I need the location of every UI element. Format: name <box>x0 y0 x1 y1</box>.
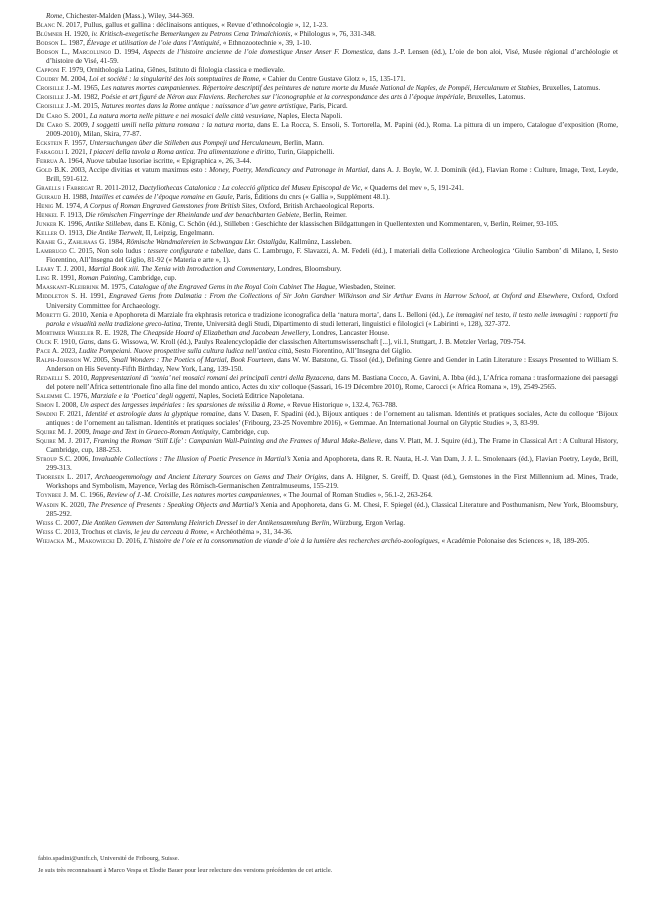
entry-title: Nuove <box>86 156 105 165</box>
entry-title: Untersuchungen über die Stilleben aus Pompeji und Herculaneum <box>89 138 281 147</box>
entry-author: Thoresen L. <box>36 473 74 482</box>
entry-author: Croisille J.-M. <box>36 93 82 102</box>
entry-title: Rappresentazioni di ‘xenia’ nei mosaici romani dei principali centri della Byzacena <box>90 373 334 382</box>
entry-author: Henkel F. <box>36 211 66 220</box>
entry-title: Review of J.-M. Croisille, Les natures mortes campaniennes <box>106 491 280 500</box>
entry-author: Olck F. <box>36 337 59 346</box>
bibliography-entry <box>36 93 618 102</box>
entry-details: , Cambridge, cup. <box>125 274 177 283</box>
entry-year: 2005, <box>91 355 112 364</box>
entry-prefix: Trochus et clavis, <box>81 527 135 536</box>
entry-title: Natures mortes dans la Rome antique : naissance d’un genre artistique <box>101 102 306 111</box>
entry-title: I soggetti umili nella pittura romana : la natura morta <box>91 120 254 129</box>
entry-author: Coudry M. <box>36 75 70 84</box>
entry-author: Wasdin K. <box>36 500 68 509</box>
entry-details: , dans A. Hilgner, S. Greiff, D. Quast (éd.), Gemstones in the First Millennium ad. Mines, Trade, Workshops and Symbolism, Mayence, Verlag des Römisch-Germanischen Zentralmuseums, 155-219. <box>46 473 619 491</box>
entry-author: Toynbee J. M. C. <box>36 491 88 500</box>
entry-author: De Caro S. <box>36 111 70 120</box>
bibliography-entry <box>36 75 618 84</box>
entry-author: Stroup S.C. <box>36 455 72 464</box>
bibliography-entry <box>36 311 618 329</box>
entry-year: 1982, <box>81 93 102 102</box>
entry-details: , « Ethnozootechnie », 39, 1-10. <box>219 39 312 48</box>
entry-details: , dans E. König, C. Schön (éd.), Stilleben : Geschichte der klassischen Bildgattungen in Quellentexten und Kommentaren, v, Berlin, Reimer, 93-105. <box>130 220 559 229</box>
entry-author: Capponi F. <box>36 66 67 75</box>
entry-prefix: Xenia e Apophoreta di Marziale fra ekphrasis retorica e tradizione iconografica della ‘natura morta’, dans L. Belloni (éd.), <box>90 310 447 319</box>
entry-author: Ralph-Johnson W. <box>36 355 92 364</box>
bibliography-entry <box>36 374 618 392</box>
bibliography-entry <box>36 519 618 528</box>
bibliography-entry <box>36 202 618 211</box>
entry-title: The Presence of Presents : Speaking Objects and Martial’s <box>88 500 259 509</box>
entry-prefix: Accipe divitias et vatum maximus esto : <box>88 165 210 174</box>
entry-details: , Londres, Bloomsbury. <box>273 265 342 274</box>
entry-title: Les natures mortes campaniennes. Répertoire descriptif des peintures de nature morte du Musée National de Naples, de Pompéi, Herculanum et Stabies <box>101 84 539 93</box>
entry-author: Mortimer Wheeler R. E. <box>36 328 111 337</box>
entry-details: Pullus, gallus et gallina : déclinaisons antiques, « Revue d’ethnoécologie », 12, 1-23. <box>83 21 328 30</box>
entry-details: , Bruxelles, Latomus. <box>463 93 526 102</box>
entry-title: Rome <box>46 12 63 20</box>
entry-title: Élevage et utilisation de l’oie dans l’Antiquité <box>86 39 220 48</box>
entry-author: Pace A. <box>36 346 60 355</box>
entry-details: Xenia and Apophoreta, dans R. R. Nauta, H.-J. Van Dam, J. J. L. Smolenaars (éd.), Flavian Poetry, Leyde, Brill, 299-313. <box>46 455 619 473</box>
entry-author: Squire M. J. <box>36 437 74 446</box>
entry-author: Maaskant-Kleibrink M. <box>36 283 110 292</box>
entry-year: 2013, <box>62 527 82 536</box>
bibliography-entry <box>36 121 618 139</box>
bibliography-entry <box>36 21 618 30</box>
bibliography-entry <box>36 265 618 274</box>
bibliography-entry <box>36 455 618 473</box>
entry-details: , dans G. Wissowa, W. Kroll (éd.), Paulys Realencyclopädie der classischen Altertumswissenschaft [...], vii.1, Stuttgart, J. B. Metzler Verlag, 709-754. <box>93 337 526 346</box>
entry-title: tessere configurate e tabellae <box>147 247 234 256</box>
entry-year: 2015, <box>81 102 102 111</box>
entry-title: Image and Text in Graeco-Roman Antiquity <box>92 428 219 437</box>
entry-author: Faragoli I. <box>36 147 70 156</box>
entry-author: Henig M. <box>36 201 64 210</box>
entry-details: , Naples, Electa Napoli. <box>273 111 343 120</box>
bibliography-entry <box>36 220 618 229</box>
entry-details: , Berlin, Mann. <box>280 138 324 147</box>
entry-year: 2010, <box>70 373 91 382</box>
bibliography-entry <box>36 401 618 410</box>
entry-year: 1988, <box>70 192 91 201</box>
entry-details: , « Cahier du Centre Gustave Glotz », 15, 135-171. <box>258 75 406 84</box>
entry-author: Squire M. J. <box>36 428 73 437</box>
entry-title: Archaeogemmology and Ancient Literary Sources on Gems and Their Origins <box>94 473 327 482</box>
bibliography-entry <box>36 39 618 48</box>
entry-details: Xenia and Apophoreta, dans G. M. Chesi, F. Spiegel (éd.), Classical Literature and Posthumanism, New York, Bloomsbury, 285-292. <box>46 500 618 518</box>
entry-details: , Bruxelles, Latomus. <box>538 84 601 93</box>
entry-title: Identité et astrologie dans la glyptique romaine <box>85 410 225 419</box>
entry-author: Graells i Fabregat R. <box>36 183 103 192</box>
entry-title: Loi et société : la singularité des lois somptuaires de Rome <box>88 75 259 84</box>
bibliography-entry <box>36 528 618 537</box>
entry-title: Invaluable Collections : The Illusion of Poetic Presence in Martial’s <box>92 455 291 464</box>
entry-author: De Caro S. <box>36 120 72 129</box>
entry-author: Junker K. <box>36 220 66 229</box>
entry-details: , « Académie Polonaise des Sciences », 18, 189-205. <box>437 536 590 545</box>
bibliography-entry <box>36 410 618 428</box>
entry-details: , Oxford, Oxford University Committee for Archaeology. <box>46 292 619 310</box>
entry-year: 2023, <box>59 346 79 355</box>
entry-year: 2001, <box>69 111 90 120</box>
entry-title: Dactyliothecas Catalonica : La colecció glíptica del Museu Episcopal de Vic <box>139 183 361 192</box>
entry-year: 1976, <box>71 391 91 400</box>
entry-year: 2008, <box>60 401 80 410</box>
entry-details: , Sesto Fiorentino, All’Insegna del Giglio. <box>291 346 412 355</box>
bibliography-entry <box>36 247 618 265</box>
author-address: fabio.spadini@unifr.ch, Université de Fribourg, Suisse. <box>38 855 180 862</box>
bibliography-entry <box>36 12 618 21</box>
entry-author: Weiß C. <box>36 518 63 527</box>
entry-title: Antike Stilleben <box>85 220 131 229</box>
entry-title: Money, Poetry, Mendicancy and Patronage in Martial <box>209 165 368 174</box>
entry-title: The Cheapside Hoard of Elizabethan and Jacobean Jewellery <box>130 328 309 337</box>
entry-details: , dans E. La Rocca, S. Ensoli, S. Tortorella, M. Papini (éd.), Roma. La pittura di un impero, Catalogue d’exposition (Rome, 2009-2010), Milan, Skira, 77-87. <box>46 120 619 138</box>
bibliography-entry <box>36 157 618 166</box>
entry-details: , Cambridge, cup. <box>218 428 270 437</box>
entry-title: iv. Kritisch-exegetische Bemerkungen zu Petrons Cena Trimalchionis <box>91 30 291 39</box>
entry-details: , dans W. W. Batstone, G. Tissol (éd.), Defining Genre and Gender in Latin Literature : Essays Presented to William S. Anderson on His Seventy-Fifth Birthday, New York, Lang, 139-150. <box>46 355 618 373</box>
entry-title: Intailles et camées de l’époque romaine en Gaule <box>90 192 233 201</box>
entry-details: , dans M. Bastiana Cocco, A. Gavini, A. Ibba (éd.), L’Africa romana : trasformazione dei paesaggi del potere nell’Africa settentrionale fino alla fine del mondo antico, Actes du xixᵉ colloque (Sassari, 16-19 Décembre 2010), Rome, Carocci (« Africa Romana », 19), 2549-2565. <box>46 373 618 391</box>
entry-details: , Naples, Società Editrice Napoletana. <box>194 391 304 400</box>
bibliography-entry <box>36 473 618 491</box>
entry-author: Ferrua A. <box>36 156 67 165</box>
bibliography-entry <box>36 238 618 247</box>
entry-details: , dans V. Dasen, F. Spadini (éd.), Bijoux antiques : de l’ornement au talisman. Identités et pratiques sociales, Acte du colloque ‘Bijoux antiques : de l’ornement au talisman. Identités et pratiques sociales’ (Fribourg, 23-25 Novembre 2016), « Gemmae. An International Journal on Glyptic Studies », 3, 83-99. <box>46 410 618 428</box>
entry-title: Gans <box>78 337 94 346</box>
entry-year: 2011-2012, <box>102 183 140 192</box>
bibliography-entry <box>36 184 618 193</box>
entry-year: 1965, <box>81 84 102 93</box>
entry-details: , Berlin, Reimer. <box>299 211 347 220</box>
bibliography-entry <box>36 283 618 292</box>
bibliography-entry <box>36 193 618 202</box>
bibliography-entry <box>36 338 618 347</box>
bibliography-entry <box>36 112 618 121</box>
bibliography-entry <box>36 537 618 546</box>
entry-year: 2010, <box>70 310 91 319</box>
entry-author: Keller O. <box>36 229 67 238</box>
entry-prefix: Non solo ludus : <box>96 247 148 256</box>
entry-title: A Corpus of Roman Engraved Gemstones from British Sites <box>83 201 256 210</box>
entry-details: , Würzburg, Ergon Verlag. <box>329 518 406 527</box>
entry-year: 1920, <box>71 30 92 39</box>
bibliography-entry <box>36 437 618 455</box>
bibliography-entry <box>36 211 618 220</box>
entry-details: , Chichester-Malden (Mass.), Wiley, 344-369. <box>62 12 195 20</box>
entry-title: Die Antike Tierwelt <box>86 229 142 238</box>
entry-title: Catalogue of the Engraved Gems in the Royal Coin Cabinet The Hague <box>129 283 336 292</box>
entry-title: Framing the Roman ‘Still Life’ : Campanian Wall-Painting and the Frames of Mural Make-Believe <box>93 437 381 446</box>
entry-title: Engraved Gems from Dalmatia : From the Collections of Sir John Gardner Wilkinson and Sir Arthur Evans in Harrow School, at Oxford and Elsewhere <box>108 292 568 301</box>
entry-details: , « Archéothéma », 31, 34-36. <box>206 527 293 536</box>
bibliography-entry <box>36 491 618 500</box>
entry-details: , « Quaderns del mev », 5, 191-241. <box>360 183 464 192</box>
entry-details: tabulae lusoriae iscritte, « Epigraphica », 26, 3-44. <box>104 156 252 165</box>
bibliography-entry <box>36 428 618 437</box>
entry-year: 1966, <box>87 491 107 500</box>
entry-author: Spadini F. <box>36 410 65 419</box>
entry-year: 1928, <box>110 328 131 337</box>
entry-year: 2021, <box>69 147 90 156</box>
bibliography-entry <box>36 329 618 338</box>
bibliography-entry <box>36 274 618 283</box>
entry-details: , « The Journal of Roman Studies », 56.1-2, 263-264. <box>279 491 433 500</box>
entry-author: Simon I. <box>36 401 61 410</box>
entry-year: 2009, <box>71 120 92 129</box>
footnotes <box>38 853 598 877</box>
entry-year: 1984, <box>106 238 127 247</box>
entry-year: 1913, <box>66 229 87 238</box>
bibliography-entry <box>36 84 618 93</box>
entry-title: Marziale e la ‘Poetica’ degli oggetti <box>90 391 195 400</box>
entry-author: Ling R. <box>36 274 59 283</box>
entry-year: 1974, <box>63 201 84 210</box>
entry-author: Croisille J.-M. <box>36 84 82 93</box>
entry-author: Leary T. J. <box>36 265 69 274</box>
entry-year: 1991, <box>58 274 79 283</box>
entry-year: 2017, <box>64 21 84 30</box>
bibliography-entry <box>36 48 618 66</box>
entry-year: 2006, <box>71 455 93 464</box>
entry-details: , Paris, Picard. <box>305 102 348 111</box>
bibliography-entry <box>36 166 618 184</box>
entry-author: Blanc N. <box>36 21 64 30</box>
entry-title: Un aspect des largesses impériales : les sparsiones de missilia à Rome <box>79 401 284 410</box>
entry-details: , « Revue Historique », 132.4, 763-788. <box>283 401 398 410</box>
entry-details: Ornithologia Latina, Gênes, Istituto di filologia classica e medievale. <box>86 66 285 75</box>
entry-year: 2009, <box>72 428 93 437</box>
entry-title: Aspects de l’histoire ancienne de l’oie domestique Anser Anser F. Domestica <box>142 48 373 57</box>
entry-title: le jeu du cerceau à Rome <box>134 527 207 536</box>
entry-title: Roman Painting <box>78 274 126 283</box>
entry-details: , II, Leipzig, Engelmann. <box>141 229 215 238</box>
bibliography-entry <box>36 148 618 157</box>
bibliography-entry <box>36 392 618 401</box>
entry-title: Poésie et art figuré de Néron aux Flaviens. Recherches sur l’iconographie et la correspondance des arts à l’époque impériale <box>101 93 464 102</box>
entry-year: 2004, <box>69 75 89 84</box>
entry-year: 1987, <box>66 39 87 48</box>
entry-year: 1979, <box>66 66 87 75</box>
entry-year: 1991, <box>87 292 109 301</box>
entry-title: Römische Wandmalereien in Schwangau Lkr. Ostallgäu <box>126 238 286 247</box>
entry-details: , Wiesbaden, Steiner. <box>335 283 396 292</box>
entry-details: , Oxford, British Archaeological Reports. <box>255 201 375 210</box>
entry-title: Ludite Pompeiani. Nuove prospettive sulla cultura ludica nell’antica città <box>78 346 292 355</box>
entry-author: Gold B.K. <box>36 165 69 174</box>
entry-author: Guiraud H. <box>36 192 71 201</box>
bibliography-entry <box>36 347 618 356</box>
bibliography-entry <box>36 66 618 75</box>
entry-year: 2017, <box>73 473 95 482</box>
entry-author: Moretti G. <box>36 310 71 319</box>
entry-title: L’histoire de l’oie et la consommation de viande d’oie à la lumière des recherches archéo-zoologiques <box>143 536 438 545</box>
entry-details: , « Philologus », 76, 331-348. <box>290 30 376 39</box>
entry-year: 2017, <box>73 437 94 446</box>
bibliography-entry <box>36 102 618 111</box>
entry-author: Croisille J.-M. <box>36 102 82 111</box>
entry-year: 2021, <box>64 410 86 419</box>
entry-details: , Paris, Éditions du cnrs (« Gallia », Supplément 48.1). <box>232 192 390 201</box>
entry-year: 1957, <box>69 138 90 147</box>
entry-author: Salemme C. <box>36 391 72 400</box>
entry-title: I piaceri della tavola a Roma antica. Tra alimentazione e diritto <box>89 147 275 156</box>
entry-details: , Trente, Università degli Studi, Dipartimento di studi letterari, linguistici e filologici (« Labirinti », 128), 327-372. <box>180 319 511 328</box>
entry-year: 1910, <box>58 337 79 346</box>
entry-year: 2007, <box>62 518 82 527</box>
bibliography-entry <box>36 229 618 238</box>
entry-year: 1994, <box>121 48 143 57</box>
bibliography-entry <box>36 30 618 39</box>
bibliography-entry <box>36 292 618 310</box>
entry-year: 1975, <box>109 283 130 292</box>
entry-author: Krahe G., Zahlhaas G. <box>36 238 107 247</box>
entry-title: Small Wonders : The Poetics of Martial, Book Fourteen <box>111 355 274 364</box>
entry-author: Wiejacka M., Makowiecki D. <box>36 536 124 545</box>
entry-author: Redaelli S. <box>36 373 71 382</box>
bibliography-entry <box>36 139 618 148</box>
acknowledgements: Je suis très reconnaissant à Marco Vespa et Elodie Bauer pour leur relecture des versions précédentes de cet article. <box>38 867 333 874</box>
entry-author: Blümner H. <box>36 30 72 39</box>
entry-details: , Kallmünz, Lassleben. <box>285 238 352 247</box>
entry-details: , dans V. Platt, M. J. Squire (éd.), The Frame in Classical Art : A Cultural History, Cambridge, cup, 188-253. <box>46 437 618 455</box>
entry-year: 1996, <box>65 220 86 229</box>
entry-author: Bodson L. <box>36 39 67 48</box>
bibliography-entry <box>36 356 618 374</box>
entry-title: La natura morta nelle pitture e nei mosaici delle città vesuviane <box>89 111 274 120</box>
entry-details: , dans A. J. Boyle, W. J. Dominik (éd.), Flavian Rome : Culture, Image, Text, Leyde, Brill, 591-612. <box>46 165 618 183</box>
entry-author: Lambrugo C. <box>36 247 76 256</box>
bibliography-list <box>36 12 618 546</box>
entry-year: 2001, <box>68 265 89 274</box>
entry-year: 2015, <box>75 247 97 256</box>
entry-year: 2003, <box>68 165 89 174</box>
entry-author: Bodson L., Marcolungo D. <box>36 48 122 57</box>
entry-title: Die Antiken Gemmen der Sammlung Heinrich Dressel in der Antikensammlung Berlin <box>81 518 330 527</box>
entry-author: Eckstein F. <box>36 138 70 147</box>
entry-details: , Londres, Lancaster House. <box>308 328 390 337</box>
entry-title: Die römischen Fingerringe der Rheinlande und der benachbarten Gebiete <box>85 211 300 220</box>
entry-title: Martial Book xiii. The Xenia with Introduction and Commentary <box>88 265 274 274</box>
bibliography-entry <box>36 501 618 519</box>
entry-details: , Turin, Giappichelli. <box>274 147 335 156</box>
entry-title: Le immagini nel testo, il testo nelle immagini : rapporti fra parola e visualità nella tradizione greco-latina <box>46 310 619 328</box>
entry-author: Middleton S. H. <box>36 292 88 301</box>
entry-year: 1964, <box>66 156 86 165</box>
entry-year: 1913, <box>65 211 86 220</box>
entry-details: , dans C. Lambrugo, F. Slavazzi, A. M. Fedeli (éd.), I materiali della Collezione Archeologica ‘Giulio Sambon’ di Milano, I, Sesto Fiorentino, All’Insegna del Giglio, 81-92 (« Materia e arte », 1). <box>46 247 619 265</box>
entry-details: , dans J.-P. Lensen (éd.), L’oie de bon aloi, Visé, Musée régional d’archéologie et d’histoire de Visé, 41-59. <box>46 48 619 66</box>
entry-year: 2020, <box>67 500 89 509</box>
entry-author: Weiß C. <box>36 527 63 536</box>
entry-year: 2016, <box>123 536 144 545</box>
